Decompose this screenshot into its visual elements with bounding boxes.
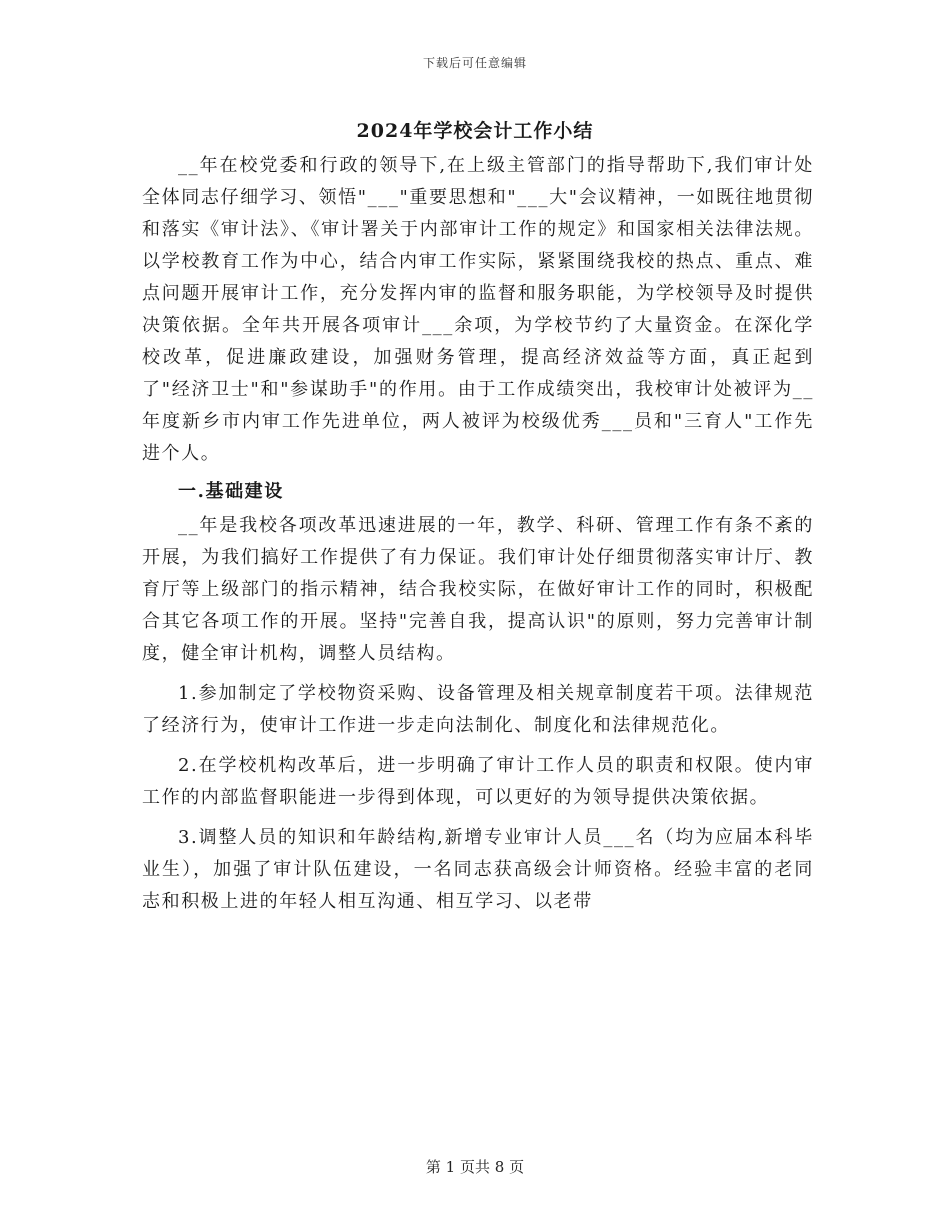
- section-heading: 一.基础建设: [178, 481, 284, 502]
- section-intro-paragraph: __年是我校各项改革迅速进展的一年，教学、科研、管理工作有条不紊的开展，为我们搞好工作提供了有力保证。我们审计处仔细贯彻落实审计厅、教育厅等上级部门的指示精神，结合我校实际，在做好审计工作的同时，积极配合其它各项工作的开展。坚持"完善自我，提高认识"的原则，努力完善审计制度，健全审计机构，调整人员结构。: [142, 515, 814, 664]
- list-item-3: 3.调整人员的知识和年龄结构,新增专业审计人员___名（均为应届本科毕业生），加强了审计队伍建设，一名同志获高级会计师资格。经验丰富的老同志和积极上进的年轻人相互沟通、相互学习、以老带: [142, 827, 814, 912]
- document-title: 2024年学校会计工作小结: [356, 120, 594, 142]
- document-body: [142, 150, 814, 918]
- intro-paragraph: __年在校党委和行政的领导下,在上级主管部门的指导帮助下,我们审计处全体同志仔细学习、领悟"___"重要思想和"___大"会议精神，一如既往地贯彻和落实《审计法》、《审计署关于内部审计工作的规定》和国家相关法律法规。以学校教育工作为中心，结合内审工作实际，紧紧围绕我校的热点、重点、难点问题开展审计工作，充分发挥内审的监督和服务职能，为学校领导及时提供决策依据。全年共开展各项审计___余项，为学校节约了大量资金。在深化学校改革，促进廉政建设，加强财务管理，提高经济效益等方面，真正起到了"经济卫士"和"参谋助手"的作用。由于工作成绩突出，我校审计处被评为__年度新乡市内审工作先进单位，两人被评为校级优秀___员和"三育人"工作先进个人。: [142, 155, 814, 464]
- list-item-1: 1.参加制定了学校物资采购、设备管理及相关规章制度若干项。法律规范了经济行为，使审计工作进一步走向法制化、制度化和法律规范化。: [142, 683, 814, 736]
- page-number: 第 1 页共 8 页: [425, 1158, 525, 1176]
- list-item-2: 2.在学校机构改革后，进一步明确了审计工作人员的职责和权限。使内审工作的内部监督职能进一步得到体现，可以更好的为领导提供决策依据。: [142, 755, 814, 808]
- header-note: 下载后可任意编辑: [422, 56, 527, 70]
